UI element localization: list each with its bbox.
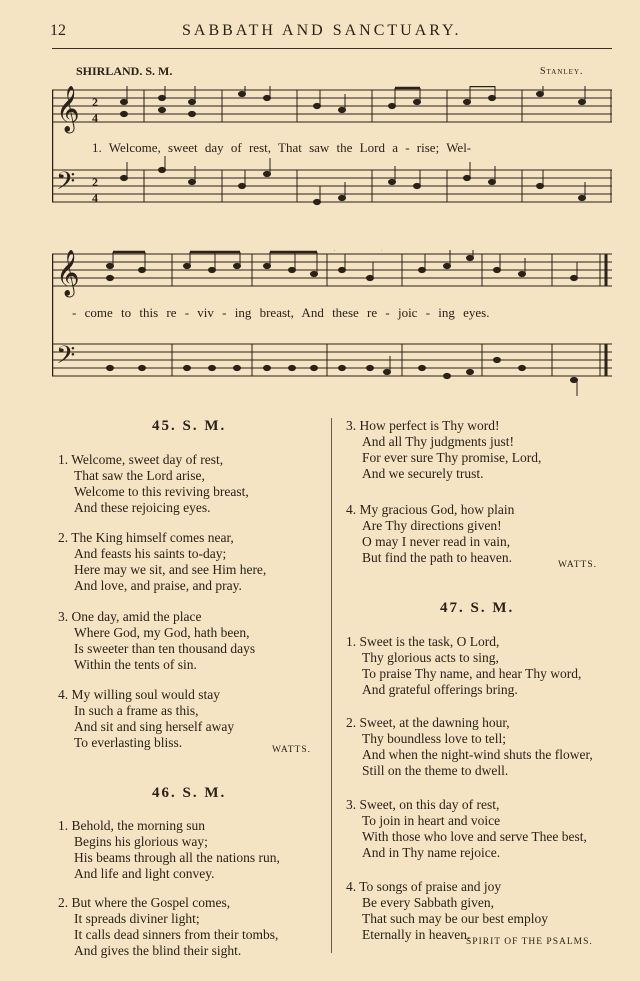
tune-lyrics-line-1: 1. Welcome, sweet day of rest, That saw the Lord a - rise; Wel- bbox=[92, 140, 472, 155]
column-divider bbox=[331, 418, 332, 953]
tune-name: SHIRLAND. S. M. bbox=[76, 64, 173, 78]
svg-text:4: 4 bbox=[92, 191, 98, 205]
hymn-46-verse-3: 3. How perfect is Thy word! And all Thy judgments just! For ever sure Thy promise, Lord, And we securely trust. bbox=[346, 418, 542, 481]
treble-clef-icon: 𝄞 bbox=[56, 86, 80, 131]
svg-text:𝄞: 𝄞 bbox=[56, 250, 80, 295]
svg-text:2: 2 bbox=[92, 175, 98, 189]
hymn-47-verse-3: 3. Sweet, on this day of rest, To join in heart and voice With those who love and serve Thee best, And in Thy name rejoice. bbox=[346, 797, 587, 860]
hymn-47-verse-2: 2. Sweet, at the dawning hour, Thy boundless love to tell; And when the night-wind shuts the flower, Still on the theme to dwell. bbox=[346, 715, 593, 778]
tune-composer: Stanley. bbox=[540, 66, 584, 77]
hymn-45-verse-2: 2. The King himself comes near, And feasts his saints to-day; Here may we sit, and see Him here, And love, and praise, and pray. bbox=[58, 530, 267, 593]
hymn-45-verse-4: 4. My willing soul would stay In such a frame as this, And sit and sing herself away To everlasting bliss. bbox=[58, 687, 235, 750]
hymn-46-title: 46. S. M. bbox=[152, 785, 227, 801]
hymn-47-verse-4: 4. To songs of praise and joy Be every Sabbath given, That such may be our best employ Eternally in heaven. bbox=[346, 879, 548, 942]
header-rule bbox=[52, 48, 612, 49]
hymn-45-title: 45. S. M. bbox=[152, 418, 227, 434]
hymn-45-attribution: WATTS. bbox=[272, 745, 311, 755]
svg-text:𝄢: 𝄢 bbox=[56, 342, 76, 375]
svg-text:2: 2 bbox=[92, 95, 98, 109]
hymn-47-title: 47. S. M. bbox=[440, 600, 515, 616]
hymn-47-attribution: SPIRIT OF THE PSALMS. bbox=[466, 937, 593, 947]
running-title: SABBATH AND SANCTUARY. bbox=[182, 22, 462, 39]
tune-lyrics-line-2: - come to this re - viv - ing breast, And these re - joic - ing eyes. bbox=[72, 305, 490, 320]
hymn-46-attribution: WATTS. bbox=[558, 560, 597, 570]
svg-text:4: 4 bbox=[92, 111, 98, 125]
hymn-47-verse-1: 1. Sweet is the task, O Lord, Thy glorious acts to sing, To praise Thy name, and hear Thy word, And grateful offerings bring. bbox=[346, 634, 582, 697]
hymn-46-verse-2: 2. But where the Gospel comes, It spreads diviner light; It calls dead sinners from their tombs, And gives the blind their sight. bbox=[58, 895, 279, 958]
bass-clef-icon: 𝄢 bbox=[56, 168, 76, 201]
page-number: 12 bbox=[50, 22, 66, 39]
hymn-46-verse-4: 4. My gracious God, how plain Are Thy directions given! O may I never read in vain, But find the path to heaven. bbox=[346, 502, 515, 565]
hymn-45-verse-3: 3. One day, amid the place Where God, my God, hath been, Is sweeter than ten thousand days Within the tents of sin. bbox=[58, 609, 256, 672]
music-system-2 bbox=[52, 250, 612, 400]
hymn-46-verse-1: 1. Behold, the morning sun Begins his glorious way; His beams through all the nations run, And life and light convey. bbox=[58, 818, 280, 881]
hymn-45-verse-1: 1. Welcome, sweet day of rest, That saw the Lord arise, Welcome to this reviving breast, And these rejoicing eyes. bbox=[58, 452, 249, 515]
